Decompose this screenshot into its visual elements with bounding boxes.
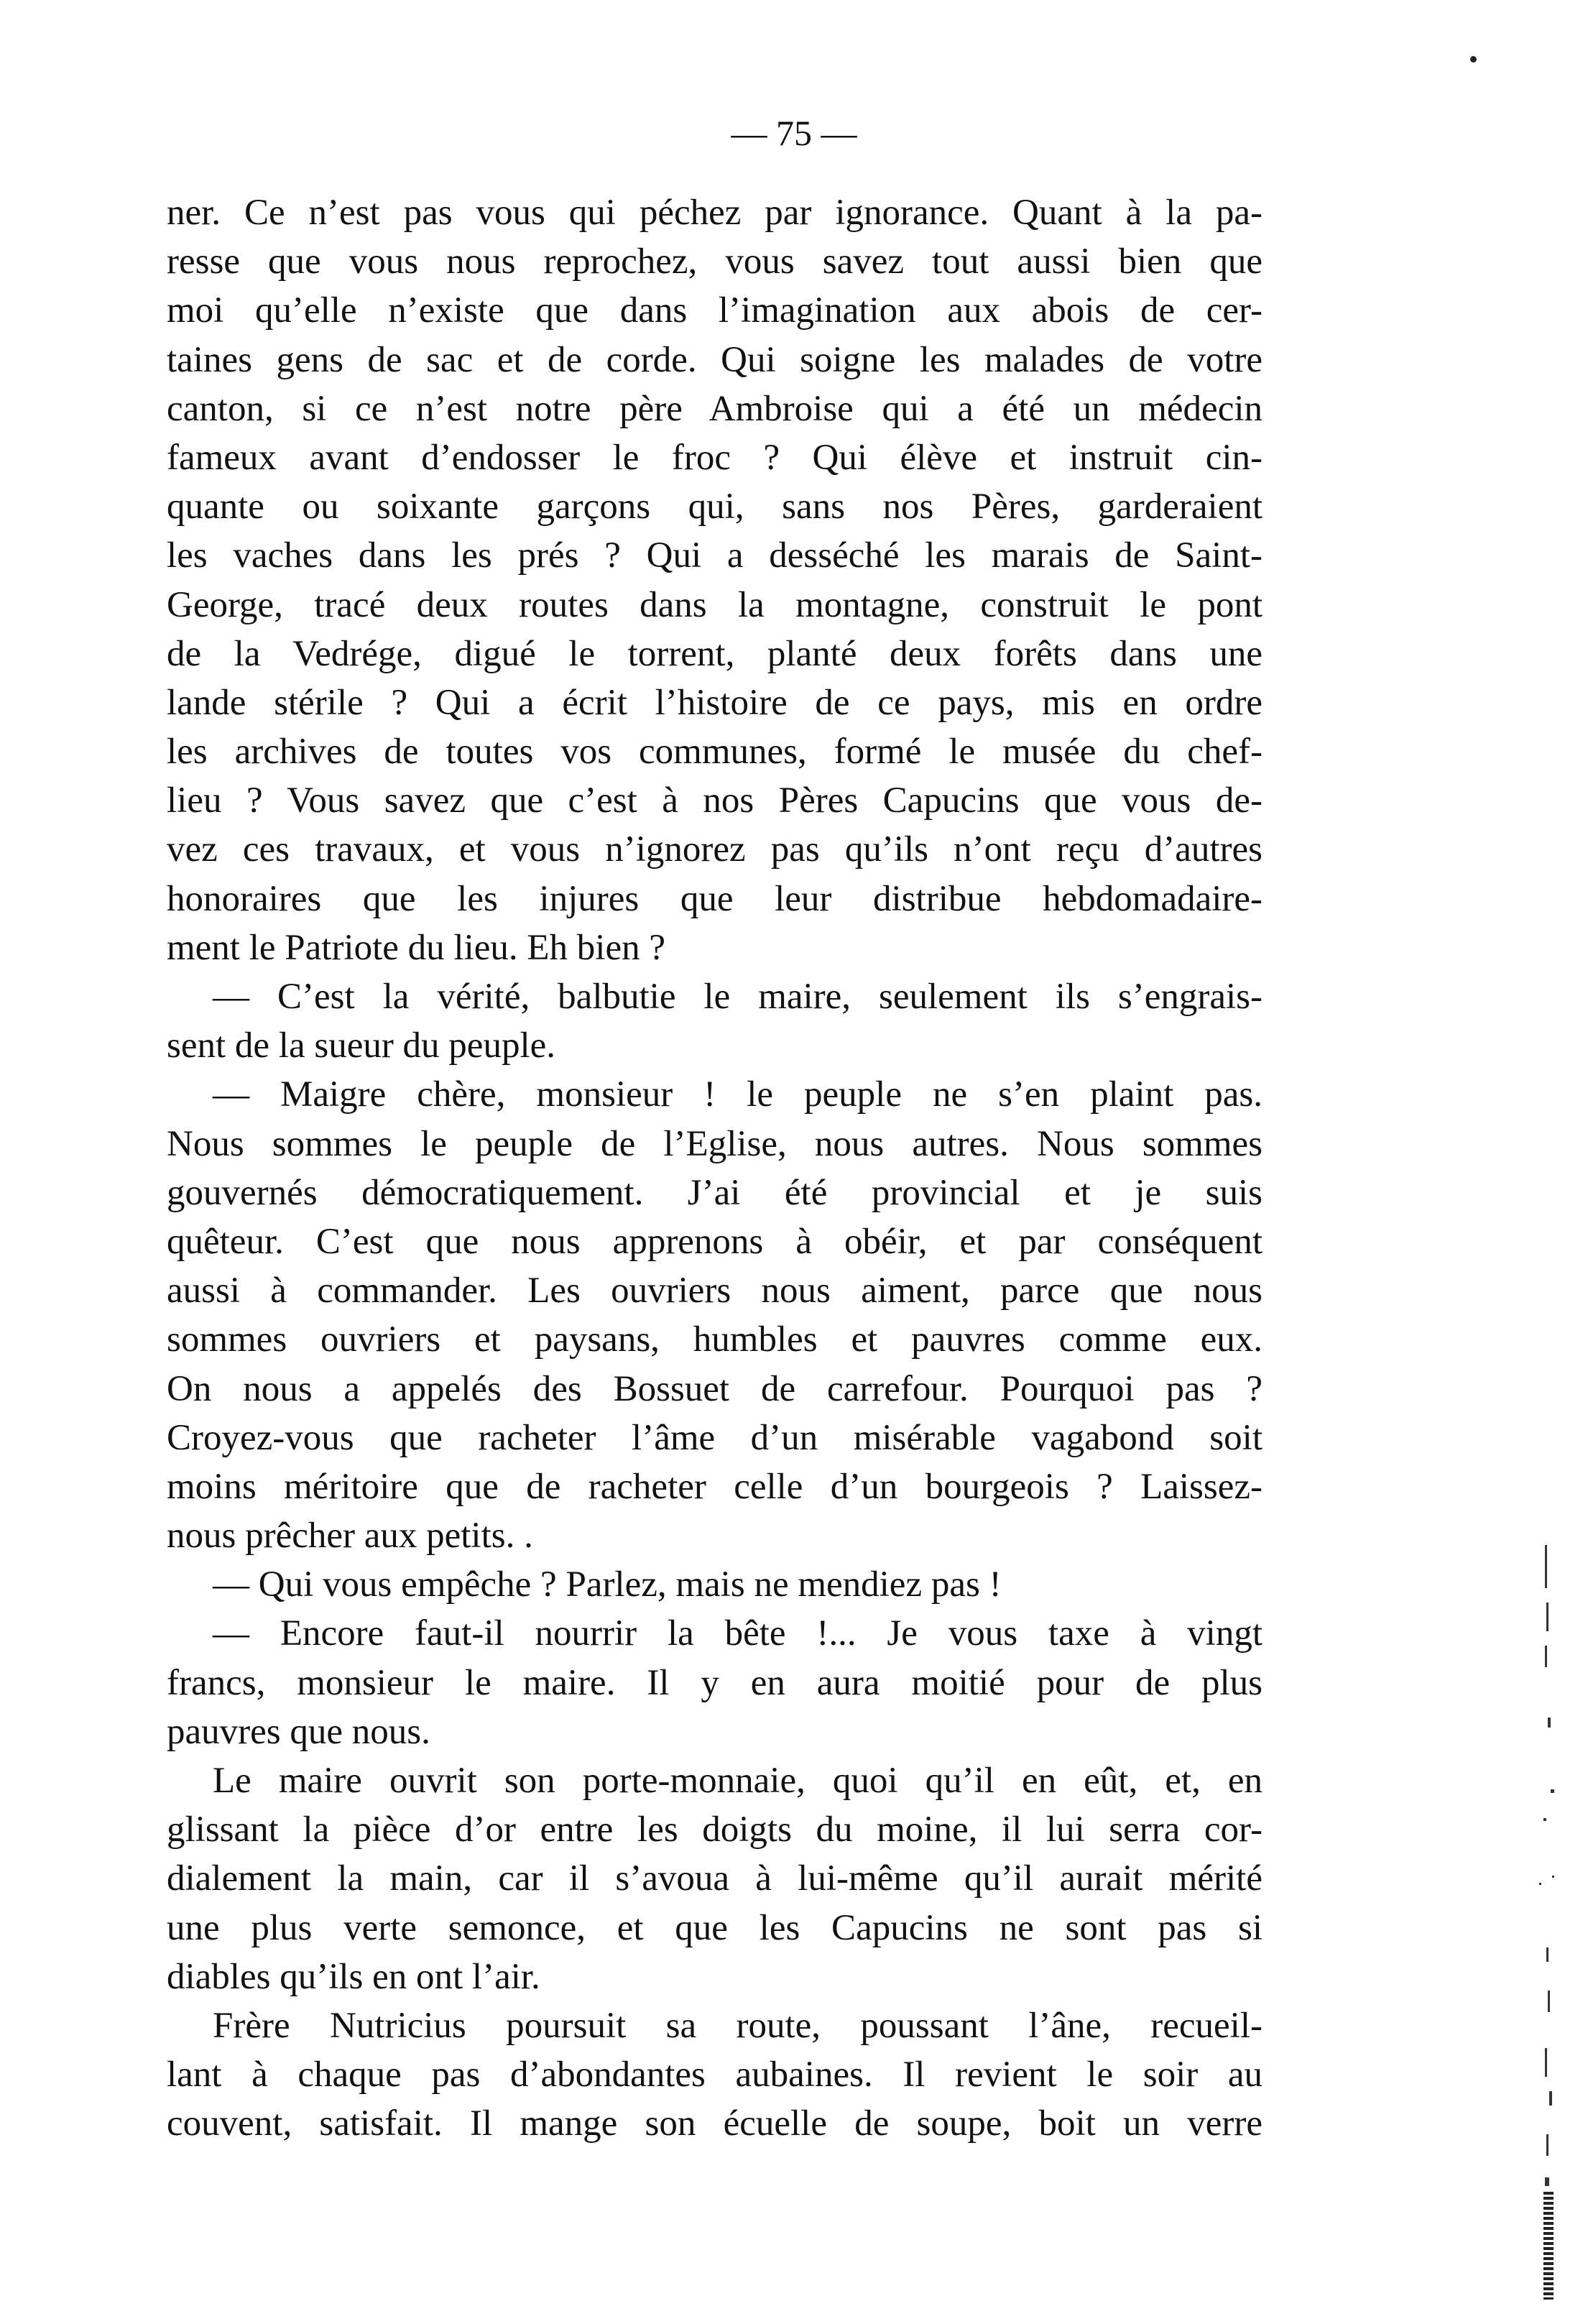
scan-speck: [1545, 1545, 1547, 1588]
text-line: On nous a appelés des Bossuet de carrefour. Pourquoi pas ?: [167, 1368, 1262, 1409]
text-line: quante ou soixante garçons qui, sans nos Pères, garderaient: [167, 487, 1262, 527]
text-line: George, tracé deux routes dans la montagne, construit le pont: [167, 584, 1262, 625]
text-line: lant à chaque pas d’abondantes aubaines. Il revient le soir au: [167, 2055, 1262, 2095]
body-text: [167, 188, 1262, 2149]
scan-speck: [1545, 2177, 1549, 2186]
text-line: lande stérile ? Qui a écrit l’histoire de ce pays, mis en ordre: [167, 682, 1262, 723]
text-line: taines gens de sac et de corde. Qui soigne les malades de votre: [167, 339, 1262, 380]
text-line: Frère Nutricius poursuit sa route, poussant l’âne, recueil-: [213, 2005, 1262, 2046]
text-line: moi qu’elle n’existe que dans l’imagination aux abois de cer-: [167, 290, 1262, 331]
text-line: sent de la sueur du peuple.: [167, 1025, 556, 1066]
scan-speck: [1549, 2091, 1552, 2106]
text-line: couvent, satisfait. Il mange son écuelle de soupe, boit un verre: [167, 2103, 1262, 2144]
text-line: gouvernés démocratiquement. J’ai été provincial et je suis: [167, 1172, 1262, 1213]
text-line: honoraires que les injures que leur distribue hebdomadaire-: [167, 878, 1262, 919]
text-line: les archives de toutes vos communes, formé le musée du chef-: [167, 732, 1262, 773]
text-line: les vaches dans les prés ? Qui a desséché les marais de Saint-: [167, 535, 1262, 576]
text-line: Nous sommes le peuple de l’Eglise, nous autres. Nous sommes: [167, 1123, 1262, 1164]
margin-scan-artifacts: [1531, 1545, 1574, 2300]
text-line: nous prêcher aux petits. .: [167, 1516, 533, 1557]
scan-dot-mark: [1470, 56, 1477, 63]
text-line: diables qu’ils en ont l’air.: [167, 1956, 540, 1997]
scan-speck: [1546, 1947, 1548, 1962]
text-line: pauvres que nous.: [167, 1711, 430, 1752]
scan-speck: [1545, 2048, 1547, 2077]
text-line: vez ces travaux, et vous n’ignorez pas qu’ils n’ont reçu d’autres: [167, 829, 1262, 870]
text-line: — Qui vous empêche ? Parlez, mais ne mendiez pas !: [213, 1564, 1002, 1605]
text-line: canton, si ce n’est notre père Ambroise qui a été un médecin: [167, 388, 1262, 429]
text-line: Croyez-vous que racheter l’âme d’un misérable vagabond soit: [167, 1417, 1262, 1458]
text-line: — C’est la vérité, balbutie le maire, seulement ils s’engrais-: [213, 977, 1262, 1017]
text-line: — Maigre chère, monsieur ! le peuple ne s’en plaint pas.: [213, 1074, 1262, 1115]
scan-speck: [1543, 1818, 1546, 1821]
scan-speck: [1548, 1991, 1550, 2012]
text-line: aussi à commander. Les ouvriers nous aiment, parce que nous: [167, 1271, 1262, 1311]
text-line: ner. Ce n’est pas vous qui péchez par ignorance. Quant à la pa-: [167, 193, 1262, 233]
scan-speck: [1545, 1646, 1547, 1667]
text-line: dialement la main, car il s’avoua à lui-même qu’il aurait mérité: [167, 1858, 1262, 1899]
text-line: quêteur. C’est que nous apprenons à obéir, et par conséquent: [167, 1221, 1262, 1262]
scan-speck: [1551, 1789, 1554, 1793]
text-line: glissant la pièce d’or entre les doigts du moine, il lui serra cor-: [167, 1809, 1262, 1850]
scan-speck: [1543, 2192, 1554, 2300]
text-line: francs, monsieur le maire. Il y en aura moitié pour de plus: [167, 1662, 1262, 1703]
text-line: sommes ouvriers et paysans, humbles et pauvres comme eux.: [167, 1319, 1262, 1360]
scan-speck: [1546, 2134, 1548, 2156]
text-line: de la Vedrége, digué le torrent, planté deux forêts dans une: [167, 633, 1262, 674]
text-line: lieu ? Vous savez que c’est à nos Pères Capucins que vous de-: [167, 780, 1262, 821]
text-line: ment le Patriote du lieu. Eh bien ?: [167, 927, 665, 968]
text-line: resse que vous nous reprochez, vous savez tout aussi bien que: [167, 241, 1262, 282]
scan-speck: [1546, 1603, 1548, 1631]
scan-speck: [1552, 1876, 1554, 1878]
text-line: une plus verte semonce, et que les Capucins ne sont pas si: [167, 1907, 1262, 1948]
text-line: moins méritoire que de racheter celle d’un bourgeois ? Laissez-: [167, 1466, 1262, 1507]
text-line: fameux avant d’endosser le froc ? Qui élève et instruit cin-: [167, 437, 1262, 478]
text-line: Le maire ouvrit son porte-monnaie, quoi qu’il en eût, et, en: [213, 1761, 1262, 1801]
text-line: — Encore faut-il nourrir la bête !... Je vous taxe à vingt: [213, 1613, 1262, 1654]
scan-speck: [1539, 1883, 1541, 1885]
scan-speck: [1548, 1717, 1551, 1728]
page-number: — 75 —: [731, 113, 857, 153]
